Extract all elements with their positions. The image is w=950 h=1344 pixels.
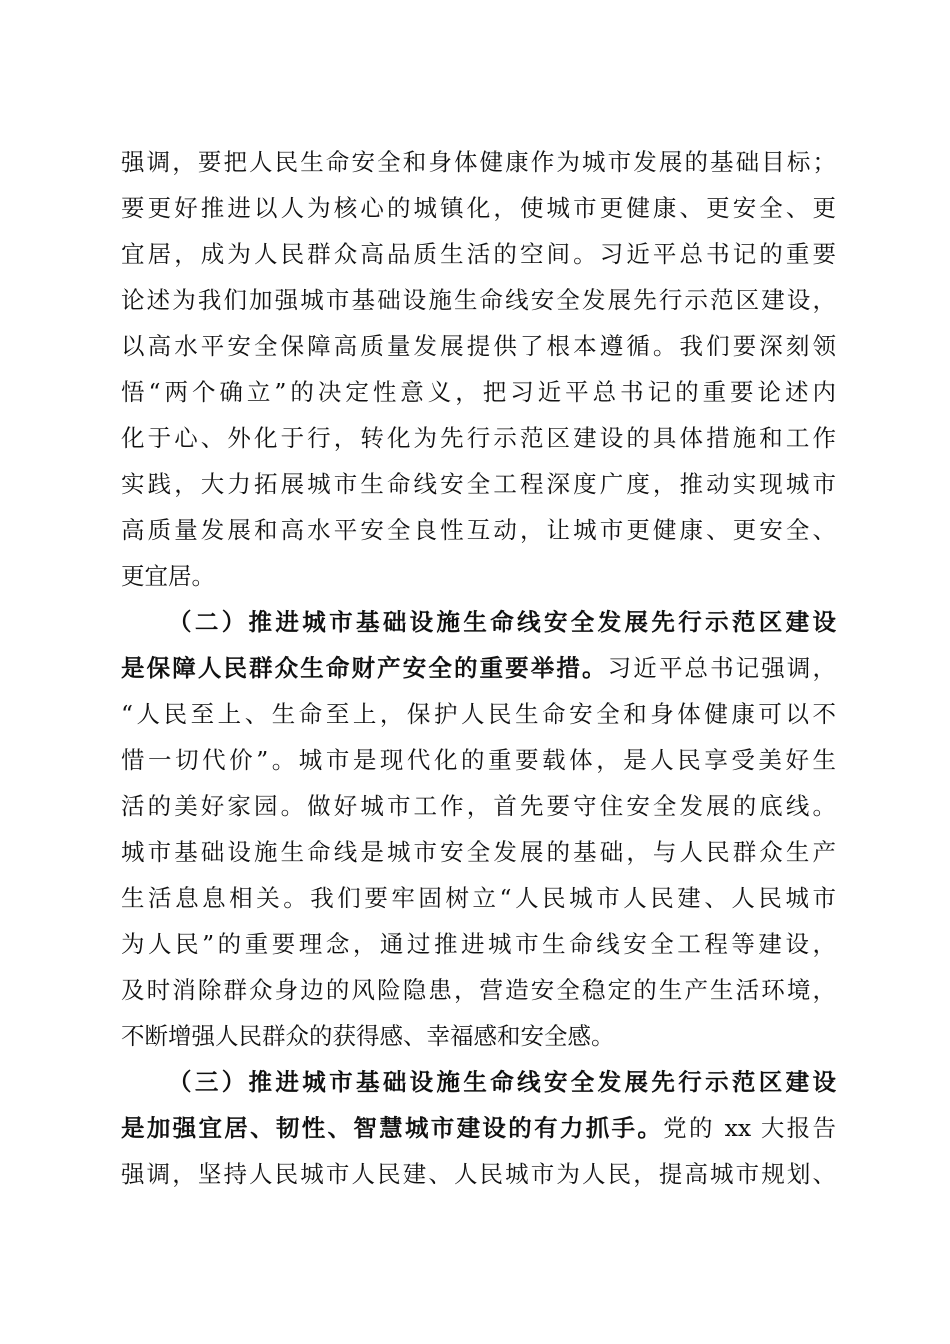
- paragraph-1-line-3: 宜居，成为人民群众高品质生活的空间。习近平总书记的重要: [121, 240, 836, 268]
- paragraph-1-line-10: 更宜居。: [121, 562, 215, 590]
- paragraph-2-line-5: 活的美好家园。做好城市工作，首先要守住安全发展的底线。: [121, 792, 836, 820]
- paragraph-2-heading-line-2: 是保障人民群众生命财产安全的重要举措。: [121, 654, 608, 682]
- paragraph-2-heading-line-1: （二）推进城市基础设施生命线安全发展先行示范区建设: [168, 608, 836, 636]
- paragraph-2-line-3: “人民至上、生命至上，保护人民生命安全和身体健康可以不: [121, 700, 836, 728]
- paragraph-2-line-8: 为人民”的重要理念，通过推进城市生命线安全工程等建设，: [121, 930, 836, 958]
- paragraph-2-line-2: [121, 646, 836, 690]
- paragraph-1-line-8: 实践，大力拓展城市生命线安全工程深度广度，推动实现城市: [121, 470, 836, 498]
- paragraph-1-line-6: 悟“两个确立”的决定性意义，把习近平总书记的重要论述内: [121, 378, 836, 406]
- paragraph-1-line-5: 以高水平安全保障高质量发展提供了根本遵循。我们要深刻领: [121, 332, 836, 360]
- paragraph-3-line-2-rest: 党的 xx 大报告: [663, 1114, 837, 1142]
- paragraph-3-line-3: 强调，坚持人民城市人民建、人民城市为人民，提高城市规划、: [121, 1160, 836, 1188]
- paragraph-2-line-10: 不断增强人民群众的获得感、幸福感和安全感。: [121, 1022, 615, 1050]
- paragraph-3-line-2: [121, 1106, 836, 1150]
- paragraph-1-line-4: 论述为我们加强城市基础设施生命线安全发展先行示范区建设，: [121, 286, 836, 314]
- paragraph-2-line-2-rest: 习近平总书记强调，: [607, 654, 837, 682]
- paragraph-2-line-7: 生活息息相关。我们要牢固树立“人民城市人民建、人民城市: [121, 884, 836, 912]
- paragraph-3-heading-line-1: （三）推进城市基础设施生命线安全发展先行示范区建设: [168, 1068, 836, 1096]
- paragraph-1-line-1: 强调，要把人民生命安全和身体健康作为城市发展的基础目标；: [121, 148, 836, 176]
- paragraph-2-line-6: 城市基础设施生命线是城市安全发展的基础，与人民群众生产: [121, 838, 836, 866]
- paragraph-2-line-4: 惜一切代价”。城市是现代化的重要载体，是人民享受美好生: [121, 746, 836, 774]
- paragraph-1-line-7: 化于心、外化于行，转化为先行示范区建设的具体措施和工作: [121, 424, 836, 452]
- paragraph-3-heading-line-2: 是加强宜居、韧性、智慧城市建设的有力抓手。: [121, 1114, 664, 1142]
- paragraph-1-line-2: 要更好推进以人为核心的城镇化，使城市更健康、更安全、更: [121, 194, 836, 222]
- paragraph-1-line-9: 高质量发展和高水平安全良性互动，让城市更健康、更安全、: [121, 516, 836, 544]
- paragraph-2-line-9: 及时消除群众身边的风险隐患，营造安全稳定的生产生活环境，: [121, 976, 836, 1004]
